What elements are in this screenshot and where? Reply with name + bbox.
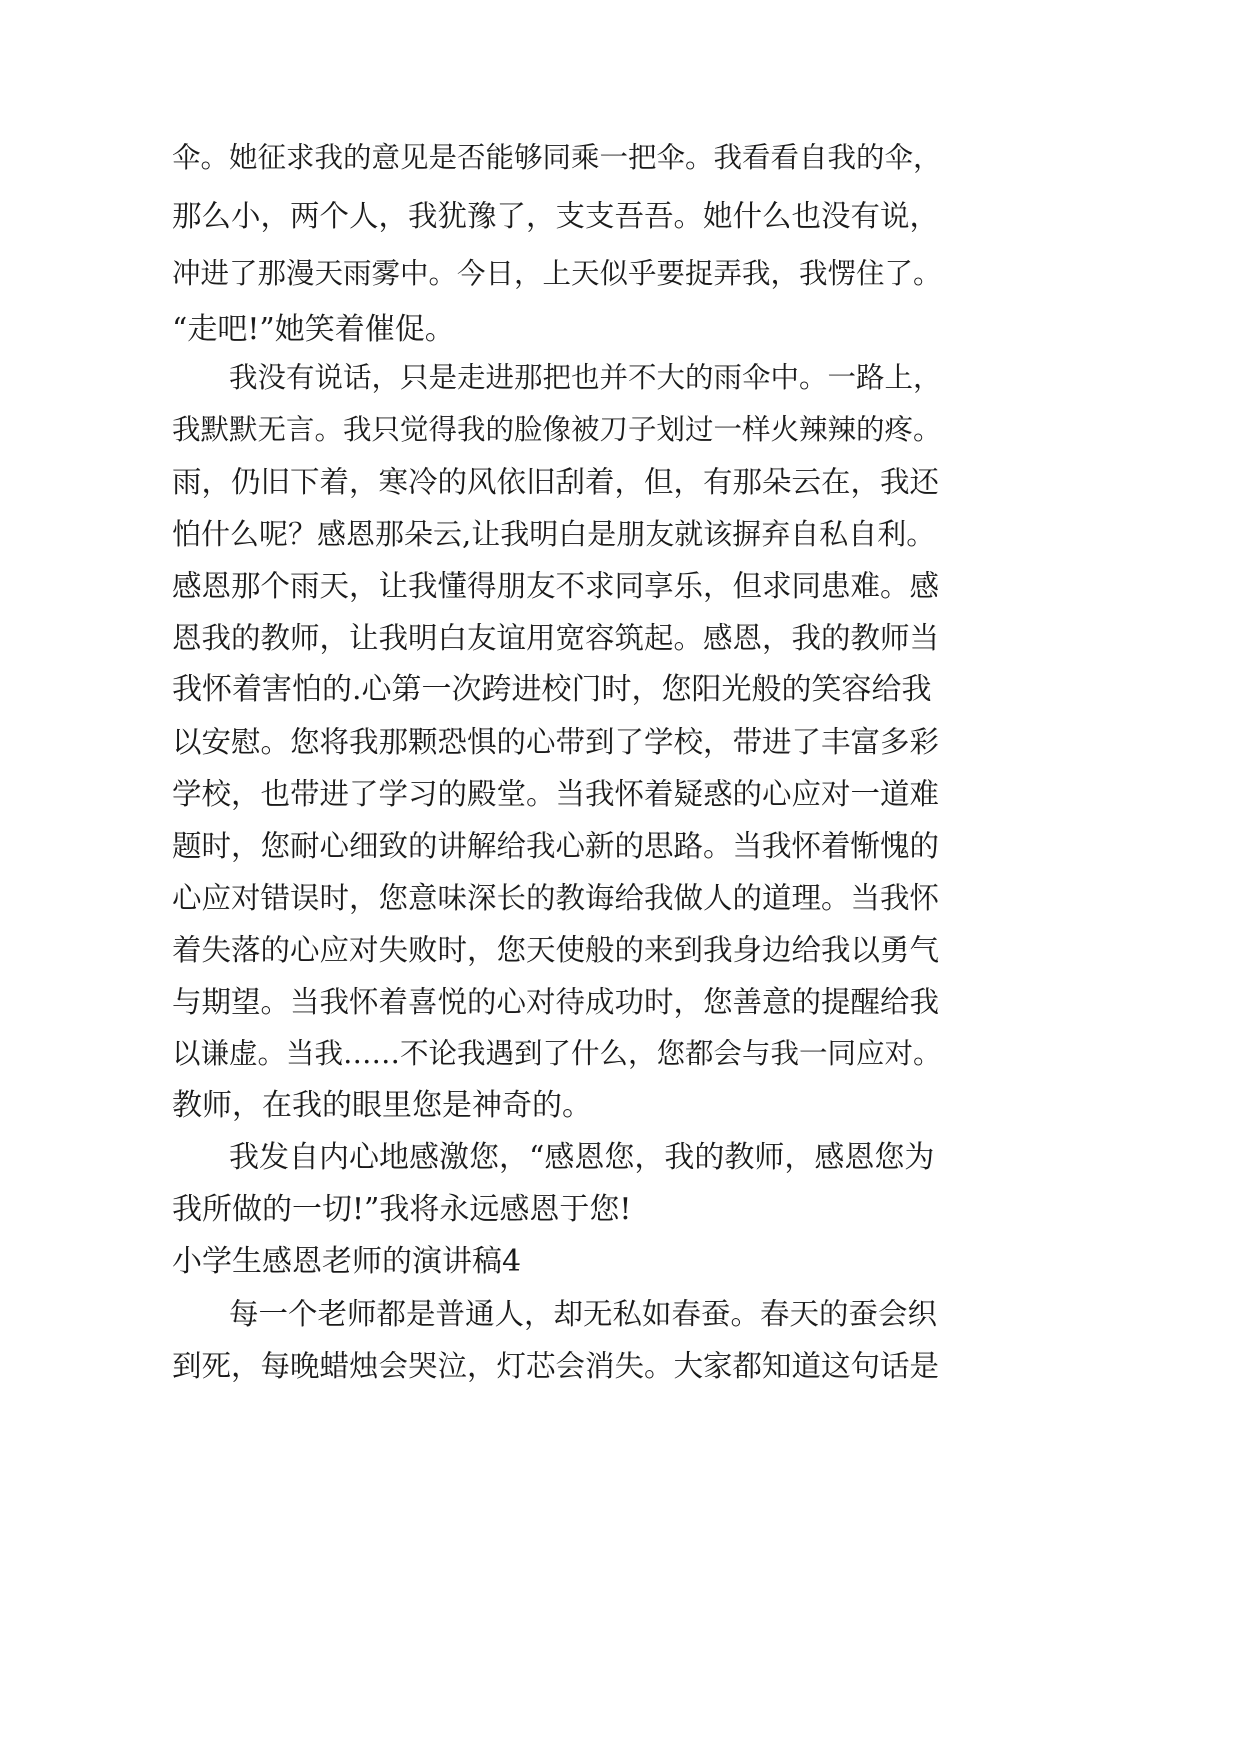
text-line-19 xyxy=(0,1086,1241,1126)
text-line-9 xyxy=(0,566,1241,606)
text-line-8 xyxy=(0,514,1241,554)
text-line-12-content: 以安慰。您将我那颗恐惧的心带到了学校，带进了丰富多彩 xyxy=(172,725,940,759)
text-line-17 xyxy=(0,982,1241,1022)
text-line-10-content: 恩我的教师，让我明白友谊用宽容筑起。感恩，我的教师当 xyxy=(172,621,940,655)
text-line-11 xyxy=(0,670,1241,710)
text-line-7 xyxy=(0,462,1241,502)
text-line-20 xyxy=(0,1138,1241,1178)
text-line-9-content: 感恩那个雨天，让我懂得朋友不求同享乐，但求同患难。感 xyxy=(172,569,940,603)
text-line-4-content: “走吧!”她笑着催促。 xyxy=(172,312,455,347)
text-line-17-content: 与期望。当我怀着喜悦的心对待成功时，您善意的提醒给我 xyxy=(172,985,940,1019)
text-line-3 xyxy=(0,254,1241,294)
text-line-16-content: 着失落的心应对失败时，您天使般的来到我身边给我以勇气 xyxy=(172,933,940,967)
text-line-13 xyxy=(0,774,1241,814)
text-line-19-content: 教师，在我的眼里您是神奇的。 xyxy=(172,1088,592,1123)
text-line-10 xyxy=(0,618,1241,658)
text-line-1-content: 伞。她征求我的意见是否能够同乘一把伞。我看看自我的伞， xyxy=(172,141,942,174)
text-line-5-content: 我没有说话，只是走进那把也并不大的雨伞中。一路上， xyxy=(229,361,942,394)
text-line-24-content: 到死，每晚蜡烛会哭泣，灯芯会消失。大家都知道这句话是 xyxy=(172,1349,940,1383)
section-heading xyxy=(0,1242,1241,1282)
text-line-3-content: 冲进了那漫天雨雾中。今日，上天似乎要捉弄我，我愣住了。 xyxy=(172,257,942,290)
text-line-8-content: 怕什么呢？感恩那朵云,让我明白是朋友就该摒弃自私自利。 xyxy=(172,517,936,551)
text-line-2 xyxy=(0,196,1241,236)
text-line-15 xyxy=(0,878,1241,918)
text-line-11-content: 我怀着害怕的.心第一次跨进校门时，您阳光般的笑容给我 xyxy=(172,672,932,707)
text-line-13-content: 学校，也带进了学习的殿堂。当我怀着疑惑的心应对一道难 xyxy=(172,777,940,811)
text-line-12 xyxy=(0,722,1241,762)
text-line-14 xyxy=(0,826,1241,866)
text-line-18 xyxy=(0,1034,1241,1074)
text-line-24 xyxy=(0,1346,1241,1386)
text-line-2-content: 那么小，两个人，我犹豫了，支支吾吾。她什么也没有说， xyxy=(172,199,940,233)
text-line-23-content: 每一个老师都是普通人，却无私如春蚕。春天的蚕会织 xyxy=(229,1297,938,1331)
text-line-18-content: 以谦虚。当我……不论我遇到了什么，您都会与我一同应对。 xyxy=(172,1037,942,1070)
text-line-20-content: 我发自内心地感激您，“感恩您，我的教师，感恩您为 xyxy=(229,1140,935,1175)
text-line-21-content: 我所做的一切!”我将永远感恩于您! xyxy=(172,1192,632,1227)
text-line-16 xyxy=(0,930,1241,970)
section-heading-text: 小学生感恩老师的演讲稿4 xyxy=(172,1244,522,1279)
text-line-1 xyxy=(0,138,1241,178)
text-line-15-content: 心应对错误时，您意味深长的教诲给我做人的道理。当我怀 xyxy=(172,881,940,915)
text-line-6-content: 我默默无言。我只觉得我的脸像被刀子划过一样火辣辣的疼。 xyxy=(172,413,942,446)
text-line-5 xyxy=(0,358,1241,398)
text-line-7-content: 雨，仍旧下着，寒冷的风依旧刮着，但，有那朵云在，我还 xyxy=(172,465,940,499)
text-line-4 xyxy=(0,310,1241,350)
text-line-6 xyxy=(0,410,1241,450)
text-line-21 xyxy=(0,1190,1241,1230)
text-line-23 xyxy=(0,1294,1241,1334)
text-line-14-content: 题时，您耐心细致的讲解给我心新的思路。当我怀着惭愧的 xyxy=(172,829,940,863)
